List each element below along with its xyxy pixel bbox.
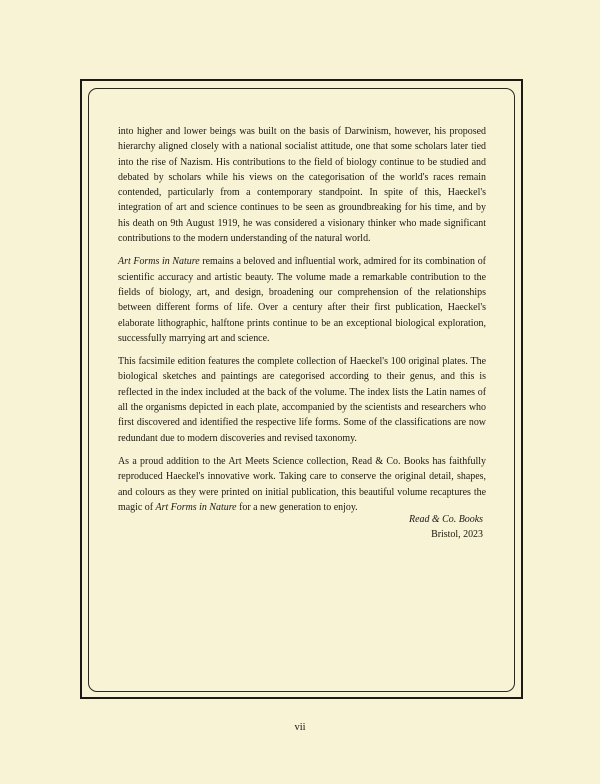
paragraph-text: into higher and lower beings was built on the basis of Darwinism, however, his proposed hierarchy aligned closely with a national socialist attitude, one that some scholars later tied into the rise of Nazism. His contributions to the field of biology continue to be studied and debated by scholars while his views on the categorisation of the world's races remain contended, particularly from a contemporary standpoint. In spite of this, Haeckel's integration of art and science continues to be seen as groundbreaking for his time, and by his death on 9th August 1919, he was considered a visionary thinker who made significant contributions to the modern understanding of the natural world.	[118, 126, 486, 245]
paragraph	[118, 354, 486, 446]
paragraph-text: for a new generation to enjoy.	[236, 501, 358, 513]
book-title: Art Forms in Nature	[155, 501, 237, 513]
paragraph-text: This facsimile edition features the complete collection of Haeckel's 100 original plates. The biological sketches and paintings are categorised according to their genus, and this is reflected in the index included at the back of the volume. The index lists the Latin names of all the organisms depicted in each plate, accompanied by the scientists and researchers who first discovered and identified the respective life forms. Some of the classifications are now redundant due to modern discoveries and revised taxonomy.	[118, 356, 486, 444]
signature-block	[300, 512, 483, 542]
page-number: vii	[294, 722, 306, 733]
book-title: Art Forms in Nature	[118, 256, 200, 268]
paragraph	[118, 124, 486, 246]
paragraph-text: remains a beloved and influential work, admired for its combination of scientific accuracy and artistic beauty. The volume made a remarkable contribution to the fields of biology, art, and design, broadening our comprehension of the relationships between different forms of life. Over a century after their first publication, Haeckel's elaborate lithographic, halftone prints continue to be an exceptional biological exploration, successfully marrying art and science.	[118, 256, 486, 344]
paragraph-text: As a proud addition to the Art Meets Science collection, Read & Co. Books has faithfully reproduced Haeckel's innovative work. Taking care to conserve the original detail, shapes, and colours as they were printed on initial publication, this beautiful volume recaptures the magic of	[118, 455, 486, 513]
body-text	[118, 124, 486, 523]
publisher-name: Read & Co. Books	[409, 514, 483, 525]
paragraph	[118, 254, 486, 346]
place-and-year: Bristol, 2023	[431, 529, 483, 540]
paragraph	[118, 454, 486, 515]
